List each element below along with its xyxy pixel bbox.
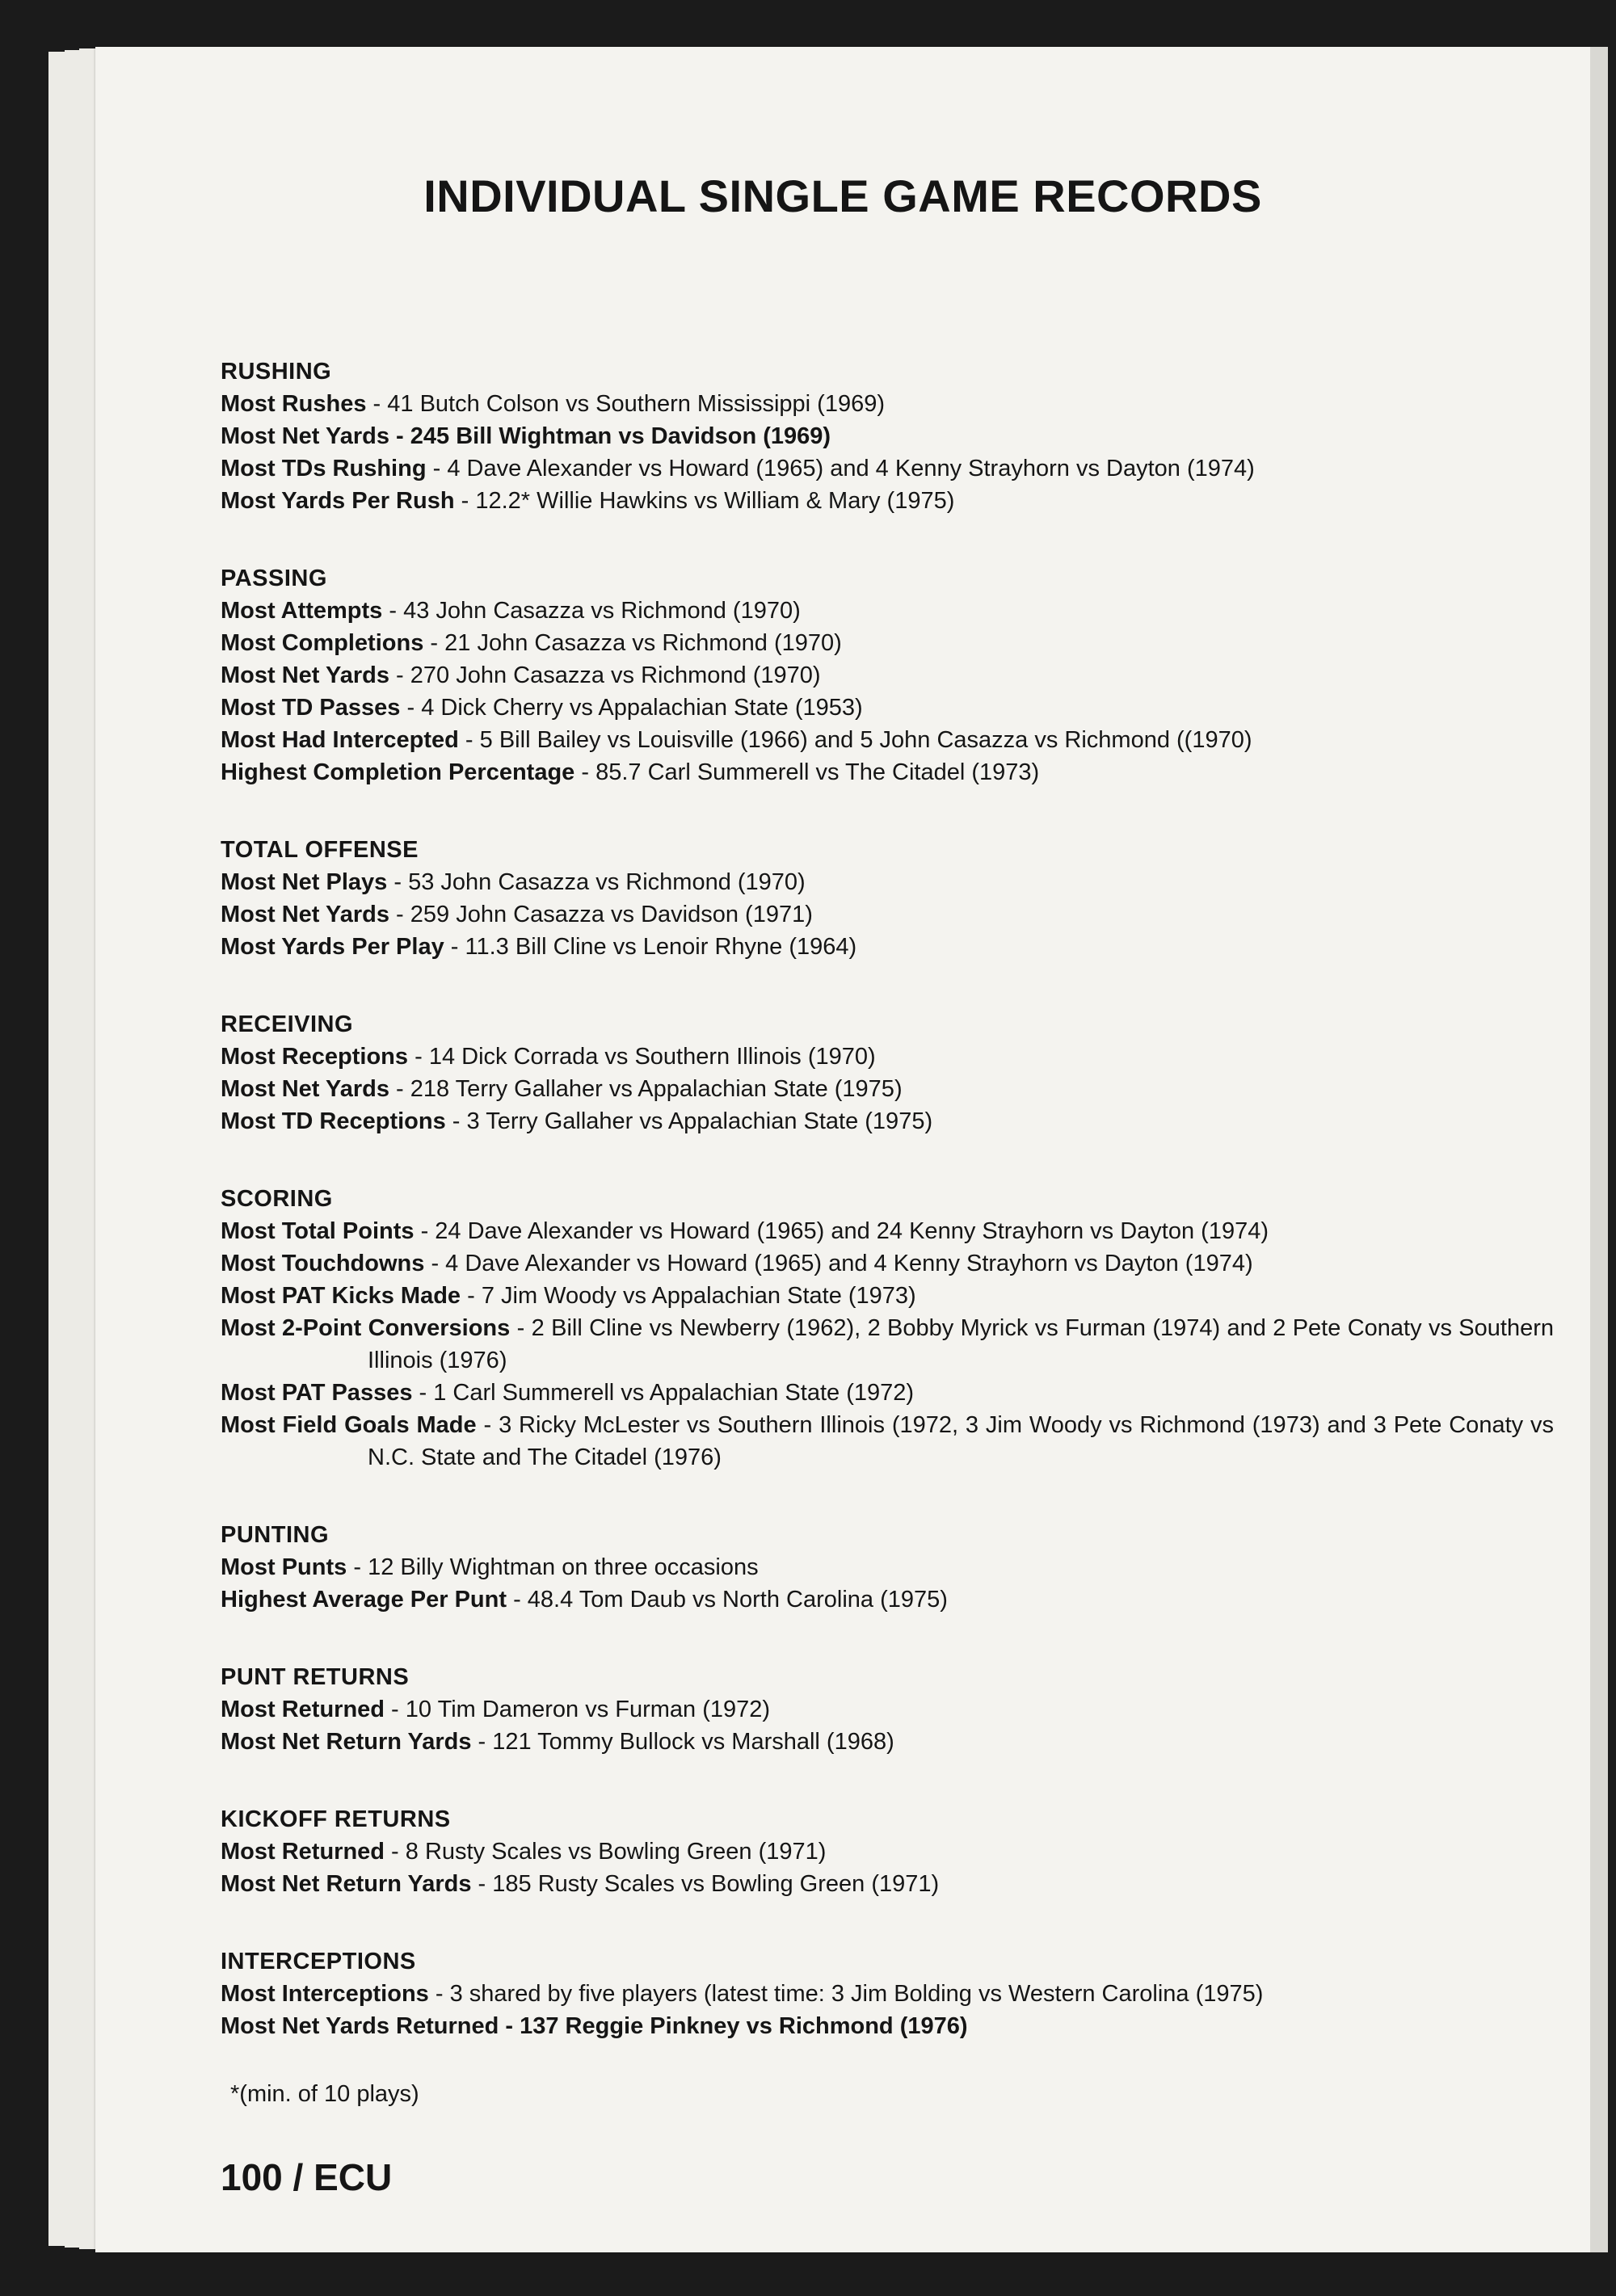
record-label: Most Total Points	[221, 1218, 415, 1244]
record-label: Highest Completion Percentage	[221, 759, 575, 785]
record-line	[221, 1693, 1554, 1726]
record-separator: -	[445, 1108, 467, 1134]
record-label: Most TD Passes	[221, 695, 401, 721]
record-line	[221, 1409, 1554, 1474]
section-interceptions	[221, 1945, 1554, 2042]
record-line	[221, 452, 1554, 485]
record-line	[221, 692, 1554, 724]
record-label: Most Net Plays	[221, 869, 388, 895]
record-value: 121 Tommy Bullock vs Marshall (1968)	[492, 1729, 894, 1755]
record-line	[221, 420, 1554, 452]
record-value: 24 Dave Alexander vs Howard (1965) and 24 Kenny Strayhorn vs Dayton (1974)	[435, 1218, 1269, 1244]
record-line	[221, 1868, 1554, 1900]
record-line	[221, 1280, 1554, 1312]
record-value: 43 John Casazza vs Richmond (1970)	[403, 598, 801, 624]
section-heading: KICKOFF RETURNS	[221, 1806, 451, 1832]
record-line	[221, 1073, 1554, 1105]
section-scoring	[221, 1183, 1554, 1474]
record-value: 2 Bill Cline vs Newberry (1962), 2 Bobby Myrick vs Furman (1974) and 2 Pete Conaty vs Southern Illinois (1976)	[368, 1315, 1554, 1373]
record-value: 245 Bill Wightman vs Davidson (1969)	[410, 423, 831, 449]
section-heading: TOTAL OFFENSE	[221, 837, 419, 863]
record-separator: -	[423, 630, 445, 656]
record-separator: -	[389, 423, 410, 449]
record-line	[221, 724, 1554, 756]
footnote: *(min. of 10 plays)	[230, 2081, 419, 2107]
record-label: Most Field Goals Made	[221, 1412, 477, 1438]
record-value: 3 shared by five players (latest time: 3 Jim Bolding vs Western Carolina (1975)	[449, 1981, 1264, 2007]
record-separator: -	[444, 934, 465, 960]
record-separator: -	[426, 456, 448, 481]
record-separator: -	[385, 1697, 406, 1722]
record-separator: -	[476, 1412, 499, 1438]
record-value: 11.3 Bill Cline vs Lenoir Rhyne (1964)	[465, 934, 857, 960]
record-label: Most Net Yards	[221, 662, 389, 688]
record-line	[221, 866, 1554, 898]
section-receiving	[221, 1008, 1554, 1137]
record-separator: -	[389, 662, 410, 688]
record-label: Most 2-Point Conversions	[221, 1315, 511, 1341]
section-heading: PASSING	[221, 566, 327, 591]
section-heading: PUNT RETURNS	[221, 1664, 410, 1690]
record-line	[221, 1978, 1554, 2010]
record-value: 3 Ricky McLester vs Southern Illinois (1972, 3 Jim Woody vs Richmond (1973) and 3 Pete Conaty vs N.C. State and The Citadel (1976)	[368, 1412, 1554, 1470]
record-label: Most Net Yards	[221, 902, 389, 927]
section-heading: RUSHING	[221, 359, 332, 385]
record-value: 14 Dick Corrada vs Southern Illinois (1970)	[428, 1044, 876, 1070]
record-value: 7 Jim Woody vs Appalachian State (1973)	[481, 1283, 916, 1309]
section-rushing	[221, 355, 1554, 517]
record-label: Most TDs Rushing	[221, 456, 427, 481]
record-line	[221, 595, 1554, 627]
record-separator: -	[454, 488, 476, 514]
section-punting	[221, 1519, 1554, 1616]
record-value: 185 Rusty Scales vs Bowling Green (1971)	[492, 1871, 940, 1897]
record-label: Most Punts	[221, 1554, 347, 1580]
record-line	[221, 1041, 1554, 1073]
record-value: 1 Carl Summerell vs Appalachian State (1972)	[433, 1380, 915, 1406]
record-value: 4 Dave Alexander vs Howard (1965) and 4 Kenny Strayhorn vs Dayton (1974)	[445, 1251, 1253, 1276]
record-label: Most Touchdowns	[221, 1251, 425, 1276]
record-separator: -	[461, 1283, 482, 1309]
record-label: Most Rushes	[221, 391, 367, 417]
record-separator: -	[387, 869, 409, 895]
record-separator: -	[428, 1981, 450, 2007]
record-line	[221, 1726, 1554, 1758]
record-separator: -	[574, 759, 596, 785]
record-separator: -	[499, 2013, 520, 2039]
record-value: 48.4 Tom Daub vs North Carolina (1975)	[527, 1587, 948, 1613]
record-separator: -	[458, 727, 480, 753]
record-line	[221, 485, 1554, 517]
page-right-edge	[1590, 47, 1608, 2252]
record-line	[221, 1551, 1554, 1583]
section-heading: PUNTING	[221, 1522, 329, 1548]
record-value: 12 Billy Wightman on three occasions	[368, 1554, 759, 1580]
record-line	[221, 1105, 1554, 1137]
section-punt-returns	[221, 1661, 1554, 1758]
section-heading: RECEIVING	[221, 1011, 354, 1037]
record-label: Most Interceptions	[221, 1981, 429, 2007]
record-separator: -	[385, 1839, 406, 1865]
records-content	[221, 355, 1554, 2110]
record-value: 41 Butch Colson vs Southern Mississippi (1969)	[387, 391, 886, 417]
record-separator: -	[366, 391, 388, 417]
section-heading: SCORING	[221, 1186, 333, 1212]
record-value: 3 Terry Gallaher vs Appalachian State (1975)	[466, 1108, 933, 1134]
record-label: Most Receptions	[221, 1044, 409, 1070]
record-line	[221, 388, 1554, 420]
record-label: Most Completions	[221, 630, 424, 656]
record-line	[221, 1247, 1554, 1280]
record-value: 5 Bill Bailey vs Louisville (1966) and 5 John Casazza vs Richmond ((1970)	[479, 727, 1252, 753]
record-label: Most Attempts	[221, 598, 383, 624]
record-line	[221, 756, 1554, 788]
record-label: Most Net Yards Returned	[221, 2013, 499, 2039]
record-value: 12.2* Willie Hawkins vs William & Mary (1975)	[475, 488, 955, 514]
section-kickoff-returns	[221, 1803, 1554, 1900]
page-number: 100 / ECU	[221, 2156, 393, 2198]
record-value: 218 Terry Gallaher vs Appalachian State (1975)	[410, 1076, 903, 1102]
record-line	[221, 627, 1554, 659]
record-label: Most TD Receptions	[221, 1108, 446, 1134]
record-separator: -	[347, 1554, 368, 1580]
record-label: Most Net Return Yards	[221, 1871, 472, 1897]
record-label: Most Returned	[221, 1697, 385, 1722]
record-value: 259 John Casazza vs Davidson (1971)	[410, 902, 813, 927]
record-line	[221, 1583, 1554, 1616]
record-label: Most PAT Passes	[221, 1380, 413, 1406]
record-label: Most PAT Kicks Made	[221, 1283, 461, 1309]
record-separator: -	[382, 598, 404, 624]
record-separator: -	[510, 1315, 532, 1341]
record-value: 21 John Casazza vs Richmond (1970)	[444, 630, 842, 656]
record-line	[221, 659, 1554, 692]
record-separator: -	[408, 1044, 429, 1070]
section-passing	[221, 562, 1554, 788]
record-line	[221, 898, 1554, 931]
record-label: Most Net Return Yards	[221, 1729, 472, 1755]
record-label: Most Yards Per Play	[221, 934, 444, 960]
record-label: Most Net Yards	[221, 423, 389, 449]
record-label: Most Yards Per Rush	[221, 488, 455, 514]
record-line	[221, 1312, 1554, 1377]
record-label: Most Had Intercepted	[221, 727, 459, 753]
record-separator: -	[471, 1871, 493, 1897]
record-label: Highest Average Per Punt	[221, 1587, 507, 1613]
record-line	[221, 1377, 1554, 1409]
record-value: 4 Dick Cherry vs Appalachian State (1953)	[421, 695, 863, 721]
record-line	[221, 931, 1554, 963]
record-separator: -	[424, 1251, 446, 1276]
record-separator: -	[400, 695, 422, 721]
record-value: 270 John Casazza vs Richmond (1970)	[410, 662, 821, 688]
record-value: 53 John Casazza vs Richmond (1970)	[408, 869, 806, 895]
record-separator: -	[507, 1587, 528, 1613]
record-label: Most Net Yards	[221, 1076, 389, 1102]
record-value: 4 Dave Alexander vs Howard (1965) and 4 Kenny Strayhorn vs Dayton (1974)	[447, 456, 1255, 481]
record-value: 137 Reggie Pinkney vs Richmond (1976)	[520, 2013, 968, 2039]
record-line	[221, 2010, 1554, 2042]
record-separator: -	[389, 902, 410, 927]
record-separator: -	[471, 1729, 493, 1755]
record-value: 8 Rusty Scales vs Bowling Green (1971)	[405, 1839, 827, 1865]
record-label: Most Returned	[221, 1839, 385, 1865]
section-total-offense	[221, 834, 1554, 963]
record-value: 10 Tim Dameron vs Furman (1972)	[405, 1697, 771, 1722]
page-title: INDIVIDUAL SINGLE GAME RECORDS	[423, 170, 1262, 221]
record-separator: -	[412, 1380, 434, 1406]
record-separator: -	[389, 1076, 410, 1102]
record-line	[221, 1836, 1554, 1868]
record-separator: -	[414, 1218, 436, 1244]
section-heading: INTERCEPTIONS	[221, 1949, 416, 1974]
record-value: 85.7 Carl Summerell vs The Citadel (1973)	[595, 759, 1040, 785]
document-page	[95, 47, 1590, 2252]
record-line	[221, 1215, 1554, 1247]
